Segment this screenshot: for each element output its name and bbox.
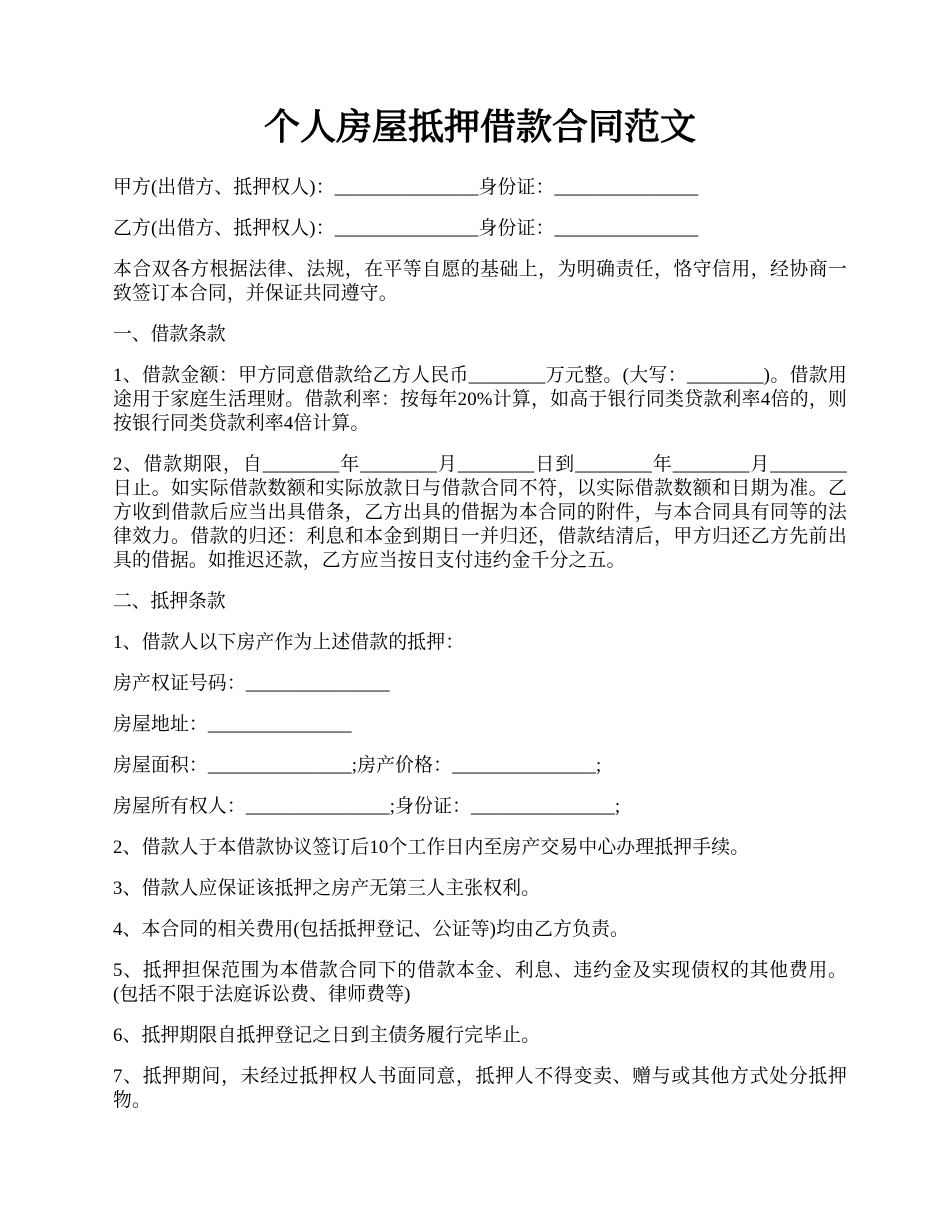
clause-no-disposal: 7、抵押期间，未经过抵押权人书面同意，抵押人不得变卖、赠与或其他方式处分抵押物。	[113, 1066, 847, 1111]
clause-guarantee-scope: 5、抵押担保范围为本借款合同下的借款本金、利息、违约金及实现债权的其他费用。(包括不限于法庭诉讼费、律师费等)	[113, 960, 847, 1005]
preamble: 本合双各方根据法律、法规，在平等自愿的基础上，为明确责任，恪守信用，经协商一致签订本合同，并保证共同遵守。	[113, 259, 847, 304]
clause-loan-term: 2、借款期限，自________年________月________日到________年________月________日止。如实际借款数额和实际放款日与借款合同不符，以实际借款数额和日期为准。乙方收到借款后应当出具借条，乙方出具的借据为本合同的附件，与本合同具有同等的法律效力。借款的归还：利息和本金到期日一并归还，借款结清后，甲方归还乙方先前出具的借据。如推迟还款，乙方应当按日支付违约金千分之五。	[113, 454, 847, 571]
clause-related-fees: 4、本合同的相关费用(包括抵押登记、公证等)均由乙方负责。	[113, 919, 630, 940]
field-line-house-address: 房屋地址：_______________	[113, 714, 352, 735]
clause-no-third-party-claim: 3、借款人应保证该抵押之房产无第三人主张权利。	[113, 878, 541, 899]
field-line-house-area-price: 房屋面积：_______________;房产价格：_______________;	[113, 755, 602, 776]
section-1-heading: 一、借款条款	[113, 324, 226, 345]
party-b-line: 乙方(出借方、抵押权人)：_______________身份证：_______________	[113, 218, 699, 239]
party-a-line: 甲方(出借方、抵押权人)：_______________身份证：_______________	[113, 177, 699, 198]
document-title: 个人房屋抵押借款合同范文	[263, 107, 696, 147]
clause-loan-amount: 1、借款金额：甲方同意借款给乙方人民币________万元整。(大写：________)。借款用途用于家庭生活理财。借款利率：按每年20%计算，如高于银行同类贷款利率4倍的，则按银行同类贷款利率4倍计算。	[113, 365, 847, 434]
field-line-house-owner-id: 房屋所有权人：_______________;身份证：_______________;	[113, 796, 621, 817]
field-line-property-cert-number: 房产权证号码：_______________	[113, 673, 390, 694]
clause-mortgage-registration: 2、借款人于本借款协议签订后10个工作日内至房产交易中心办理抵押手续。	[113, 837, 750, 858]
clause-mortgaged-property-intro: 1、借款人以下房产作为上述借款的抵押：	[113, 632, 465, 653]
section-2-heading: 二、抵押条款	[113, 591, 226, 612]
clause-mortgage-period: 6、抵押期限自抵押登记之日到主债务履行完毕止。	[113, 1025, 541, 1046]
